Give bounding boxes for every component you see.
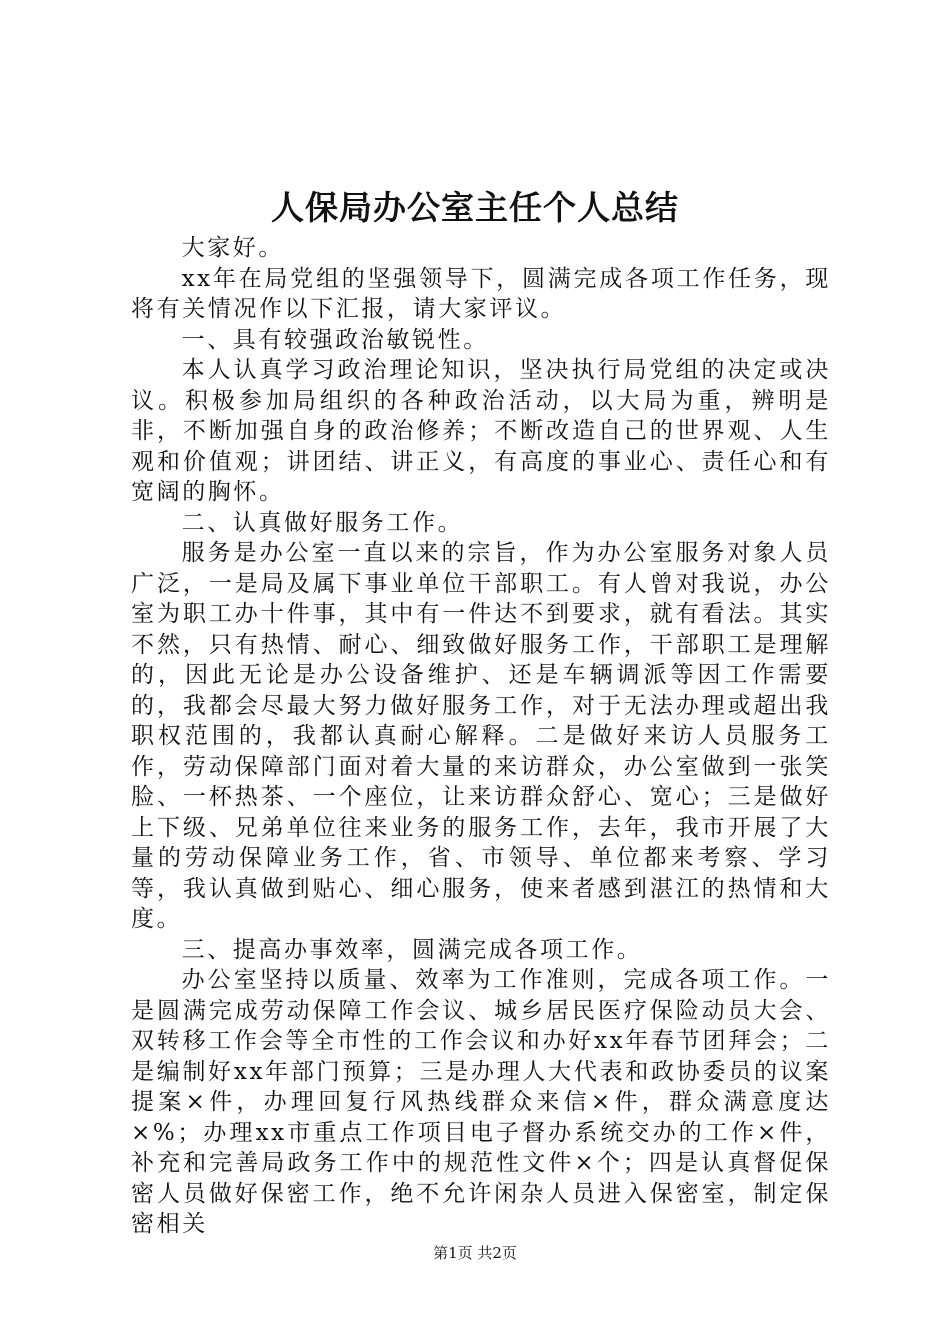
paragraph-section-1: 本人认真学习政治理论知识，坚决执行局党组的决定或决议。积极参加局组织的各种政治活动，以大局为重，辨明是非，不断加强自身的政治修养；不断改造自己的世界观、人生观和价值观；讲团结、讲正义，有高度的事业心、责任心和有宽阔的胸怀。 — [131, 357, 831, 505]
section-heading-2: 二、认真做好服务工作。 — [181, 509, 464, 536]
section-heading-3: 三、提高办事效率，圆满完成各项工作。 — [181, 936, 643, 963]
page-number: 第1页 共2页 — [433, 1244, 517, 1262]
document-body — [131, 233, 831, 1240]
paragraph-section-2: 服务是办公室一直以来的宗旨，作为办公室服务对象人员广泛，一是局及属下事业单位干部职工。有人曾对我说，办公室为职工办十件事，其中有一件达不到要求，就有看法。其实不然，只有热情、耐心、细致做好服务工作，干部职工是理解的，因此无论是办公设备维护、还是车辆调派等因工作需要的，我都会尽最大努力做好服务工作，对于无法办理或超出我职权范围的，我都认真耐心解释。二是做好来访人员服务工作，劳动保障部门面对着大量的来访群众，办公室做到一张笑脸、一杯热茶、一个座位，让来访群众舒心、宽心；三是做好上下级、兄弟单位往来业务的服务工作，去年，我市开展了大量的劳动保障业务工作，省、市领导、单位都来考察、学习等，我认真做到贴心、细心服务，使来者感到湛江的热情和大度。 — [131, 540, 831, 932]
paragraph-greeting: 大家好。 — [181, 235, 284, 261]
page-title: 人保局办公室主任个人总结 — [271, 188, 679, 227]
section-heading-1: 一、具有较强政治敏锐性。 — [181, 326, 489, 353]
paragraph-section-3: 办公室坚持以质量、效率为工作准则，完成各项工作。一是圆满完成劳动保障工作会议、城乡居民医疗保险动员大会、双转移工作会等全市性的工作会议和办好xx年春节团拜会；二是编制好xx年部门预算；三是办理人大代表和政协委员的议案提案×件，办理回复行风热线群众来信×件，群众满意度达×%；办理xx市重点工作项目电子督办系统交办的工作×件，补充和完善局政务工作中的规范性文件×个；四是认真督促保密人员做好保密工作，绝不允许闲杂人员进入保密室，制定保密相关 — [131, 967, 831, 1237]
paragraph-intro: xx年在局党组的坚强领导下，圆满完成各项工作任务，现将有关情况作以下汇报，请大家评议。 — [131, 265, 831, 322]
